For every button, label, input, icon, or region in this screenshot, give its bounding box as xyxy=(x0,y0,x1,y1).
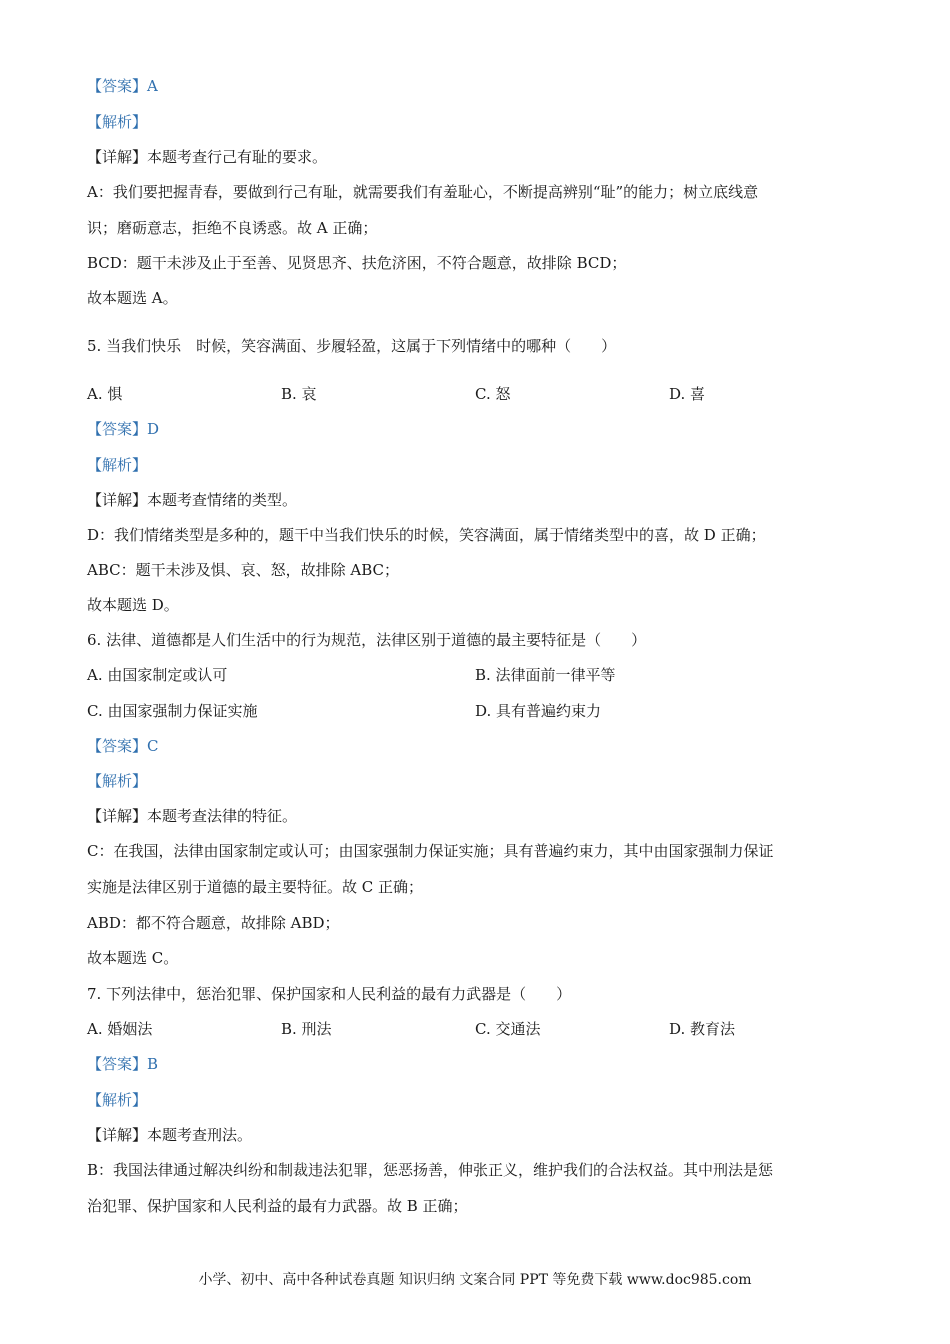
question-5: 5. 当我们快乐 时候，笑容满面、步履轻盈，这属于下列情绪中的哪种（ ） xyxy=(87,337,617,355)
analysis-label: 【解析】 xyxy=(87,772,148,790)
explanation-line: D：我们情绪类型是多种的，题干中当我们快乐的时候，笑容满面，属于情绪类型中的喜，故 D 正确； xyxy=(87,526,766,544)
q6-option-c: C. 由国家强制力保证实施 xyxy=(87,702,258,720)
q7-option-d: D. 教育法 xyxy=(669,1020,736,1038)
explanation-line: 治犯罪、保护国家和人民利益的最有力武器。故 B 正确； xyxy=(87,1197,468,1215)
analysis-label: 【解析】 xyxy=(87,456,148,474)
question-7: 7. 下列法律中，惩治犯罪、保护国家和人民利益的最有力武器是（ ） xyxy=(87,985,572,1003)
q6-option-b: B. 法律面前一律平等 xyxy=(475,666,616,684)
analysis-label: 【解析】 xyxy=(87,113,148,131)
q7-option-a: A. 婚姻法 xyxy=(87,1020,153,1038)
explanation-line: B：我国法律通过解决纠纷和制裁违法犯罪，惩恶扬善，伸张正义，维护我们的合法权益。其中刑法是惩 xyxy=(87,1161,774,1179)
q7-option-c: C. 交通法 xyxy=(475,1020,541,1038)
answer-line: 【答案】B xyxy=(87,1055,159,1073)
explanation-line: ABC：题干未涉及惧、哀、怒，故排除 ABC； xyxy=(87,561,399,579)
answer-line: 【答案】A xyxy=(87,77,158,95)
page-footer: 小学、初中、高中各种试卷真题 知识归纳 文案合同 PPT 等免费下载 www.doc985.com xyxy=(198,1272,752,1288)
explanation-line: 实施是法律区别于道德的最主要特征。故 C 正确； xyxy=(87,878,424,896)
q5-option-c: C. 怒 xyxy=(475,385,511,403)
detail-line: 【详解】本题考查情绪的类型。 xyxy=(87,491,298,509)
explanation-line: ABD：都不符合题意，故排除 ABD； xyxy=(87,914,340,932)
conclusion-line: 故本题选 D。 xyxy=(87,596,179,614)
q5-option-d: D. 喜 xyxy=(669,385,706,403)
answer-line: 【答案】C xyxy=(87,737,159,755)
question-6: 6. 法律、道德都是人们生活中的行为规范，法律区别于道德的最主要特征是（ ） xyxy=(87,631,647,649)
q6-option-a: A. 由国家制定或认可 xyxy=(87,666,228,684)
explanation-line: BCD：题干未涉及止于至善、见贤思齐、扶危济困，不符合题意，故排除 BCD； xyxy=(87,254,627,272)
detail-line: 【详解】本题考查行己有耻的要求。 xyxy=(87,148,328,166)
explanation-line: C：在我国，法律由国家制定或认可；由国家强制力保证实施；具有普遍约束力，其中由国家强制力保证 xyxy=(87,842,774,860)
conclusion-line: 故本题选 C。 xyxy=(87,949,179,967)
q7-option-b: B. 刑法 xyxy=(281,1020,332,1038)
q5-option-b: B. 哀 xyxy=(281,385,317,403)
explanation-line: A：我们要把握青春，要做到行己有耻，就需要我们有羞耻心，不断提高辨别“耻”的能力；树立底线意 xyxy=(87,183,759,201)
explanation-line: 识；磨砺意志，拒绝不良诱惑。故 A 正确； xyxy=(87,219,378,237)
answer-line: 【答案】D xyxy=(87,420,160,438)
detail-line: 【详解】本题考查法律的特征。 xyxy=(87,807,298,825)
analysis-label: 【解析】 xyxy=(87,1091,148,1109)
q6-option-d: D. 具有普遍约束力 xyxy=(475,702,602,720)
q5-option-a: A. 惧 xyxy=(87,385,123,403)
conclusion-line: 故本题选 A。 xyxy=(87,289,178,307)
detail-line: 【详解】本题考查刑法。 xyxy=(87,1126,253,1144)
